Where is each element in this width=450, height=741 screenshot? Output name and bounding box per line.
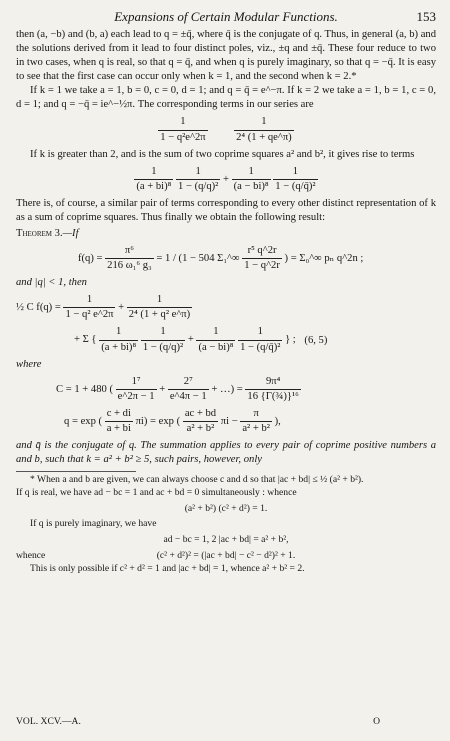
fraction [176,165,220,194]
denominator: 1 − (q/q)² [141,340,185,355]
fraction [273,165,317,194]
numerator: π [253,407,259,419]
footnote-line-4: This is only possible if c² + d² = 1 and |ac + bd| = 1, whence a² + b² = 2. [30,562,305,574]
denominator: (a − bi)⁸ [196,340,235,355]
footnote-equation-3: (c² + d²)² = (|ac + bd| − c² − d²)² + 1. [156,549,296,561]
numerator: 1 [195,165,201,177]
equation-main-1 [16,293,436,322]
fraction [242,244,282,273]
numerator: 1 [257,326,263,338]
numerator: 1 [160,326,166,338]
numerator: 9π⁴ [265,375,281,387]
paragraph-2: If k = 1 we take a = 1, b = 0, c = 0, d = 1; and q = q̄ = e^−π. If k = 2 we take a = 1, b = 1, c = 0, d = 1; and q = −q̄ = ie^−½π. The corresponding terms in our series are [16,85,436,111]
numerator: 1⁷ [131,375,141,387]
footnote-line-1: * When a and b are given, we can always choose c and d so that |ac + bd| ≤ ½ (a² + b²). [30,474,364,486]
footnote-equation-3-row [16,550,436,563]
numerator: 1 [156,294,163,306]
lhs: ½ C f(q) = [16,302,61,314]
header-title: Expansions of Certain Modular Functions. [114,9,338,24]
fraction [63,293,115,322]
fraction [168,375,209,404]
expression: + Σ { [74,334,97,346]
operator: + [187,334,194,346]
denominator: 1 − q^2r [242,258,282,273]
numerator: π⁶ [124,245,134,257]
fraction-k2 [234,115,294,144]
equation-constant-c [16,375,436,404]
fraction [232,165,271,194]
footnote-equation-1: (a² + b²) (c² + d²) = 1. [184,502,268,514]
denominator: e^2π − 1 [116,389,157,404]
expression: ), [274,415,281,427]
numerator: 1 [151,165,157,177]
operator: + [159,383,166,395]
expression: πi − [220,415,238,427]
denominator: (a + bi)⁸ [134,179,173,194]
fraction-k1 [158,115,207,144]
equation-special-terms [16,115,436,144]
fraction [134,165,173,194]
expression: = 1 / (1 − 504 Σ₁^∞ [156,253,240,265]
denominator: 1 − (q/q̄)² [273,179,317,194]
operator: + [223,173,229,185]
running-header [16,8,436,28]
fraction [99,325,138,354]
footnote-line-3: If q is purely imaginary, we have [30,518,157,530]
fraction [127,293,192,322]
numerator: c + di [106,407,131,419]
denominator: (a − bi)⁸ [232,179,271,194]
fraction [196,325,235,354]
expression: } ; [285,334,296,346]
equation-number: (6, 5) [304,334,328,346]
fraction [116,375,157,404]
numerator: 1 [261,116,267,128]
denominator: a² + b² [240,421,272,436]
equation-main-2 [16,325,436,354]
condition-text: and |q| < 1, then [16,277,87,289]
denominator: 216 ω₁⁶ g₃ [105,258,154,273]
fraction [141,325,185,354]
lhs: q = exp ( [64,415,103,427]
paragraph-1: then (a, −b) and (b, a) each lead to q = ±q̄, where q̄ is the conjugate of q. Thus, in general (a, b) and the solutions derived from it lead to four distinct poles, viz., ±q and ±q̄. These four reduce to two in two cases, when q is real, so that q = q̄, and when q is purely imaginary, so that q = −q̄. It is easy to see that the first case can occur only when k = 1, and the second when k = 2.* [16,29,436,83]
numerator: 1 [86,294,93,306]
theorem-label: Theorem 3. [16,228,63,240]
numerator: 1 [116,326,122,338]
page-number: 153 [416,9,436,24]
footnote [16,471,436,575]
numerator: ac + bd [184,407,217,419]
denominator: (a + bi)⁸ [99,340,138,355]
where-text: where [16,358,42,370]
signature-mark: O [373,716,380,727]
equation-terms [16,165,436,194]
denominator: 1 − (q/q)² [176,179,220,194]
fraction [183,407,218,436]
paragraph-3: If k is greater than 2, and is the sum of two coprime squares a² and b², it gives rise to terms [30,148,415,160]
numerator: 1 [292,165,299,177]
denominator: e^4π − 1 [168,389,209,404]
fraction [238,325,282,354]
equation-f-definition [16,244,436,273]
denominator: a² + b² [183,421,218,436]
expression: + …) = [211,383,243,395]
denominator: 16 {Γ(¾)}¹⁶ [245,389,300,404]
whence-label: whence [16,549,46,561]
expression: πi) = exp ( [135,415,181,427]
footnote-line-2: If q is real, we have ad − bc = 1 and ac + bd = 0 simultaneously : whence [16,486,297,498]
numerator: r⁵ q^2r [247,245,277,257]
expression: ) = Σ₀^∞ pₙ q^2n ; [284,253,364,265]
fraction [105,244,154,273]
numerator: 1 [248,165,254,177]
page-footer [16,716,436,729]
denominator: 2⁴ (1 + qe^π) [234,130,294,145]
theorem-if: —If [62,228,79,240]
numerator: 1 [213,326,219,338]
paragraph-4: There is, of course, a similar pair of terms corresponding to every other distinct representation of k as a sum of coprime squares. Thus finally we obtain the following result: [16,197,436,223]
fraction [245,375,300,404]
fraction [105,407,133,436]
volume-label: VOL. XCV.—A. [16,716,81,727]
numerator: 2⁷ [183,375,193,387]
paragraph-5: and q̄ is the conjugate of q. The summation applies to every pair of coprime positive numbers a and b, such that k = a² + b² ≥ 5, such pairs, however, only [16,440,436,466]
fraction [240,407,272,436]
lhs: f(q) = [78,253,103,265]
denominator: 1 − (q/q̄)² [238,340,282,355]
footnote-rule [16,471,136,472]
operator: + [118,302,125,314]
equation-q-definition [16,407,436,436]
theorem-heading [16,227,436,241]
denominator: 2⁴ (1 + q² e^π) [127,307,192,322]
footnote-equation-2: ad − bc = 1, 2 |ac + bd| = a² + b², [163,534,289,546]
denominator: a + bi [105,421,133,436]
numerator: 1 [180,116,186,128]
denominator: 1 − q²e^2π [158,130,207,145]
lhs: C = 1 + 480 ( [56,383,113,395]
denominator: 1 − q² e^2π [63,307,115,322]
